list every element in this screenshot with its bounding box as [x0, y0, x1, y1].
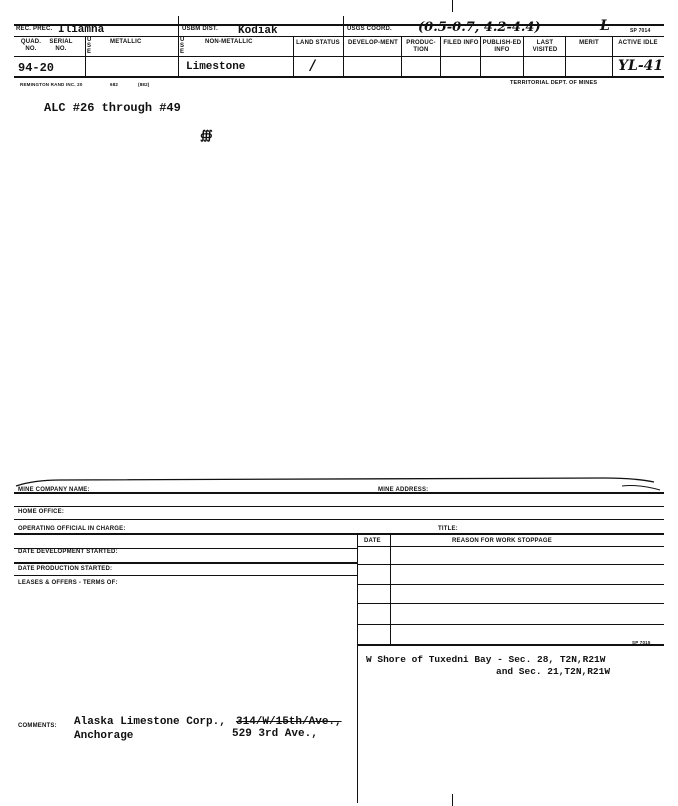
dept-label: TERRITORIAL DEPT. OF MINES [510, 80, 598, 86]
date-col-label: DATE [364, 538, 381, 544]
rec-prec-label: REC. PREC. [16, 26, 53, 32]
location-line-1: W Shore of Tuxedni Bay - Sec. 28, T2N,R21W [366, 654, 606, 665]
form-number-top: SP 7014 [630, 28, 651, 34]
date-production-label: DATE PRODUCTION STARTED: [18, 566, 113, 572]
col-published-info: PUBLISH-ED INFO [482, 40, 522, 53]
operating-official-label: OPERATING OFFICIAL IN CHARGE: [18, 526, 126, 532]
printer-label: REMINGTON RAND INC. 20 [20, 82, 83, 87]
comments-line-2: Anchorage [74, 730, 134, 742]
punch-mark-bottom [452, 794, 453, 806]
col-land-status: LAND STATUS [296, 40, 340, 46]
punch-mark-top [452, 0, 453, 12]
col-metallic: METALLIC [110, 39, 142, 45]
land-status-value: / [310, 58, 316, 74]
mine-company-label: MINE COMPANY NAME: [18, 487, 90, 493]
comments-struck-address: 314/W/15th/Ave., [236, 716, 342, 728]
home-office-label: HOME OFFICE: [18, 509, 65, 515]
title-label: TITLE: [438, 526, 458, 532]
usgs-coord-value: (0.5-0.7, 4.2-4.4) [418, 20, 541, 35]
col-quad-no: QUAD. NO. [20, 39, 42, 52]
nonmetallic-value: Limestone [186, 61, 246, 73]
coord-mark: L [600, 18, 610, 34]
usgs-coord-label: USGS COORD. [347, 26, 392, 32]
col-serial-no: SERIAL NO. [49, 39, 73, 52]
col-development: DEVELOP-MENT [347, 40, 399, 46]
col-filed-info: FILED INFO [443, 40, 479, 46]
date-development-label: DATE DEVELOPMENT STARTED: [18, 549, 118, 555]
col-last-visited: LAST VISITED [532, 40, 558, 53]
usbm-dist-value: Kodiak [238, 25, 278, 37]
usbm-dist-label: USBM DIST. [182, 26, 219, 32]
col-active-idle: ACTIVE IDLE [618, 40, 658, 46]
active-idle-value: YL-41 [618, 58, 664, 74]
col-use-metallic: U S E [87, 37, 92, 55]
mine-address-label: MINE ADDRESS: [378, 487, 429, 493]
printer-code-1: 682 [110, 82, 119, 87]
comments-address: 529 3rd Ave., [232, 728, 318, 740]
printer-code-2: (882) [138, 82, 150, 87]
form-number-bottom: SP 7015 [632, 640, 651, 645]
stray-mark: ∰ [200, 128, 213, 142]
body-note: ALC #26 through #49 [44, 101, 181, 115]
comments-line-1: Alaska Limestone Corp., [74, 716, 226, 728]
location-line-2: and Sec. 21,T2N,R21W [496, 666, 611, 677]
quad-no-value: 94-20 [18, 61, 55, 75]
col-nonmetallic: NON-METALLIC [205, 39, 253, 45]
comments-label: COMMENTS: [18, 723, 57, 729]
reason-col-label: REASON FOR WORK STOPPAGE [452, 538, 552, 544]
col-production: PRODUC-TION [406, 40, 436, 53]
col-use-nonmetallic: U S E [180, 37, 185, 55]
col-merit: MERIT [579, 40, 599, 46]
rec-prec-value: Iliamna [58, 24, 105, 36]
leases-label: LEASES & OFFERS - TERMS OF: [18, 580, 118, 586]
